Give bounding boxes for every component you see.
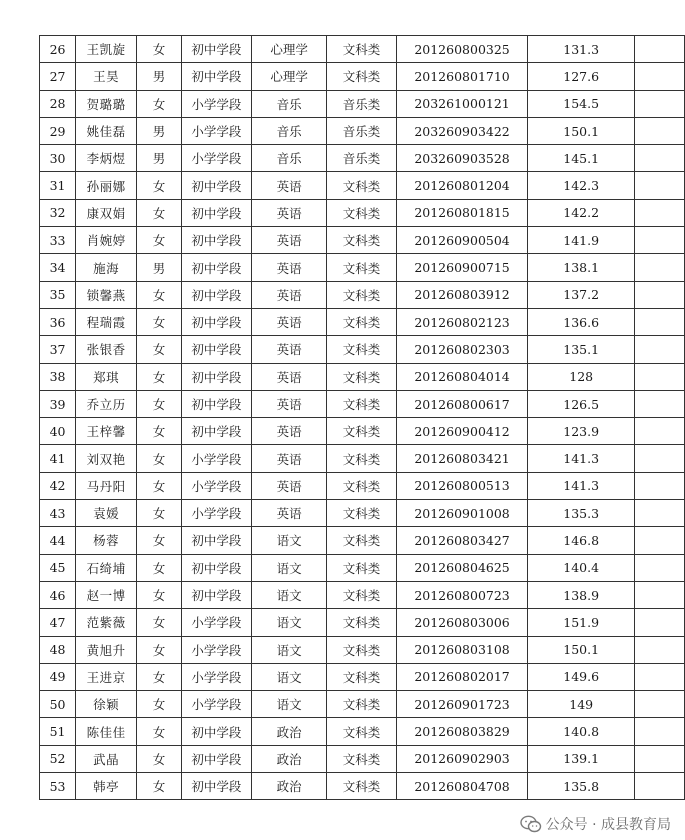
subject-cell: 英语	[251, 500, 326, 527]
remark-cell	[635, 554, 685, 581]
gender-cell: 女	[137, 472, 182, 499]
name-cell: 贺璐璐	[76, 90, 137, 117]
exam-id-cell: 201260900412	[396, 418, 527, 445]
gender-cell: 女	[137, 227, 182, 254]
score-cell: 140.4	[528, 554, 635, 581]
school-stage-cell: 小学学段	[181, 663, 251, 690]
table-row	[40, 718, 685, 745]
category-cell: 文科类	[327, 199, 397, 226]
school-stage-cell: 初中学段	[181, 336, 251, 363]
score-cell: 150.1	[528, 636, 635, 663]
remark-cell	[635, 472, 685, 499]
category-cell: 文科类	[327, 500, 397, 527]
gender-cell: 女	[137, 36, 182, 63]
category-cell: 文科类	[327, 227, 397, 254]
table-row	[40, 172, 685, 199]
category-cell: 文科类	[327, 390, 397, 417]
subject-cell: 英语	[251, 227, 326, 254]
school-stage-cell: 初中学段	[181, 172, 251, 199]
score-cell: 142.3	[528, 172, 635, 199]
remark-cell	[635, 691, 685, 718]
row-number-cell: 43	[40, 500, 76, 527]
score-cell: 137.2	[528, 281, 635, 308]
remark-cell	[635, 500, 685, 527]
table-row	[40, 281, 685, 308]
name-cell: 王进京	[76, 663, 137, 690]
gender-cell: 男	[137, 63, 182, 90]
school-stage-cell: 初中学段	[181, 308, 251, 335]
gender-cell: 男	[137, 117, 182, 144]
exam-id-cell: 201260800513	[396, 472, 527, 499]
gender-cell: 女	[137, 500, 182, 527]
exam-id-cell: 201260804708	[396, 773, 527, 800]
table-row	[40, 145, 685, 172]
score-cell: 126.5	[528, 390, 635, 417]
score-cell: 150.1	[528, 117, 635, 144]
category-cell: 文科类	[327, 254, 397, 281]
subject-cell: 心理学	[251, 36, 326, 63]
category-cell: 文科类	[327, 363, 397, 390]
row-number-cell: 41	[40, 445, 76, 472]
table-row	[40, 308, 685, 335]
school-stage-cell: 初中学段	[181, 527, 251, 554]
gender-cell: 女	[137, 745, 182, 772]
category-cell: 音乐类	[327, 117, 397, 144]
name-cell: 锁馨燕	[76, 281, 137, 308]
row-number-cell: 47	[40, 609, 76, 636]
score-cell: 149.6	[528, 663, 635, 690]
gender-cell: 女	[137, 636, 182, 663]
name-cell: 范紫薇	[76, 609, 137, 636]
exam-id-cell: 203261000121	[396, 90, 527, 117]
exam-id-cell: 201260802123	[396, 308, 527, 335]
exam-id-cell: 201260803006	[396, 609, 527, 636]
remark-cell	[635, 636, 685, 663]
name-cell: 韩亭	[76, 773, 137, 800]
remark-cell	[635, 145, 685, 172]
row-number-cell: 38	[40, 363, 76, 390]
school-stage-cell: 小学学段	[181, 145, 251, 172]
gender-cell: 女	[137, 773, 182, 800]
name-cell: 程瑞霞	[76, 308, 137, 335]
gender-cell: 女	[137, 445, 182, 472]
name-cell: 黄旭升	[76, 636, 137, 663]
table-row	[40, 199, 685, 226]
gender-cell: 女	[137, 527, 182, 554]
table-row	[40, 117, 685, 144]
subject-cell: 英语	[251, 281, 326, 308]
row-number-cell: 33	[40, 227, 76, 254]
remark-cell	[635, 663, 685, 690]
category-cell: 文科类	[327, 609, 397, 636]
score-table	[39, 35, 685, 800]
table-row	[40, 63, 685, 90]
category-cell: 文科类	[327, 445, 397, 472]
exam-id-cell: 201260804014	[396, 363, 527, 390]
row-number-cell: 26	[40, 36, 76, 63]
school-stage-cell: 初中学段	[181, 581, 251, 608]
subject-cell: 语文	[251, 581, 326, 608]
category-cell: 文科类	[327, 172, 397, 199]
score-cell: 139.1	[528, 745, 635, 772]
table-row	[40, 254, 685, 281]
category-cell: 文科类	[327, 336, 397, 363]
name-cell: 徐颖	[76, 691, 137, 718]
row-number-cell: 30	[40, 145, 76, 172]
exam-id-cell: 201260901008	[396, 500, 527, 527]
row-number-cell: 40	[40, 418, 76, 445]
row-number-cell: 36	[40, 308, 76, 335]
name-cell: 王梓馨	[76, 418, 137, 445]
subject-cell: 语文	[251, 636, 326, 663]
remark-cell	[635, 390, 685, 417]
gender-cell: 女	[137, 363, 182, 390]
table-row	[40, 500, 685, 527]
school-stage-cell: 初中学段	[181, 227, 251, 254]
subject-cell: 语文	[251, 527, 326, 554]
table-row	[40, 390, 685, 417]
remark-cell	[635, 745, 685, 772]
subject-cell: 英语	[251, 363, 326, 390]
subject-cell: 政治	[251, 773, 326, 800]
category-cell: 文科类	[327, 691, 397, 718]
gender-cell: 女	[137, 609, 182, 636]
exam-id-cell: 203260903422	[396, 117, 527, 144]
table-row	[40, 554, 685, 581]
name-cell: 施海	[76, 254, 137, 281]
gender-cell: 女	[137, 336, 182, 363]
row-number-cell: 50	[40, 691, 76, 718]
table-row	[40, 636, 685, 663]
subject-cell: 英语	[251, 445, 326, 472]
name-cell: 杨蓉	[76, 527, 137, 554]
exam-id-cell: 201260801204	[396, 172, 527, 199]
row-number-cell: 49	[40, 663, 76, 690]
score-cell: 141.3	[528, 472, 635, 499]
name-cell: 赵一博	[76, 581, 137, 608]
gender-cell: 女	[137, 199, 182, 226]
category-cell: 文科类	[327, 636, 397, 663]
score-cell: 141.3	[528, 445, 635, 472]
category-cell: 文科类	[327, 581, 397, 608]
score-cell: 127.6	[528, 63, 635, 90]
remark-cell	[635, 90, 685, 117]
exam-id-cell: 201260803829	[396, 718, 527, 745]
exam-id-cell: 201260801815	[396, 199, 527, 226]
name-cell: 乔立历	[76, 390, 137, 417]
score-cell: 149	[528, 691, 635, 718]
remark-cell	[635, 308, 685, 335]
remark-cell	[635, 199, 685, 226]
score-cell: 145.1	[528, 145, 635, 172]
exam-id-cell: 201260801710	[396, 63, 527, 90]
school-stage-cell: 初中学段	[181, 281, 251, 308]
category-cell: 文科类	[327, 745, 397, 772]
school-stage-cell: 初中学段	[181, 363, 251, 390]
remark-cell	[635, 117, 685, 144]
school-stage-cell: 初中学段	[181, 63, 251, 90]
gender-cell: 女	[137, 390, 182, 417]
table-row	[40, 745, 685, 772]
subject-cell: 英语	[251, 199, 326, 226]
subject-cell: 语文	[251, 663, 326, 690]
exam-id-cell: 201260901723	[396, 691, 527, 718]
subject-cell: 政治	[251, 718, 326, 745]
score-cell: 138.1	[528, 254, 635, 281]
exam-id-cell: 201260800325	[396, 36, 527, 63]
gender-cell: 女	[137, 581, 182, 608]
subject-cell: 英语	[251, 308, 326, 335]
exam-id-cell: 203260903528	[396, 145, 527, 172]
row-number-cell: 31	[40, 172, 76, 199]
exam-id-cell: 201260803912	[396, 281, 527, 308]
score-cell: 135.8	[528, 773, 635, 800]
name-cell: 姚佳磊	[76, 117, 137, 144]
school-stage-cell: 初中学段	[181, 418, 251, 445]
score-cell: 135.3	[528, 500, 635, 527]
remark-cell	[635, 227, 685, 254]
subject-cell: 英语	[251, 254, 326, 281]
remark-cell	[635, 336, 685, 363]
category-cell: 文科类	[327, 773, 397, 800]
table-row	[40, 336, 685, 363]
score-cell: 151.9	[528, 609, 635, 636]
table-row	[40, 581, 685, 608]
score-cell: 136.6	[528, 308, 635, 335]
name-cell: 刘双艳	[76, 445, 137, 472]
name-cell: 肖婉婷	[76, 227, 137, 254]
subject-cell: 英语	[251, 336, 326, 363]
subject-cell: 语文	[251, 691, 326, 718]
category-cell: 文科类	[327, 472, 397, 499]
name-cell: 马丹阳	[76, 472, 137, 499]
table-row	[40, 663, 685, 690]
subject-cell: 英语	[251, 390, 326, 417]
remark-cell	[635, 363, 685, 390]
row-number-cell: 53	[40, 773, 76, 800]
row-number-cell: 45	[40, 554, 76, 581]
school-stage-cell: 初中学段	[181, 745, 251, 772]
school-stage-cell: 小学学段	[181, 500, 251, 527]
name-cell: 王昊	[76, 63, 137, 90]
table-row	[40, 691, 685, 718]
category-cell: 音乐类	[327, 145, 397, 172]
name-cell: 康双娟	[76, 199, 137, 226]
school-stage-cell: 小学学段	[181, 445, 251, 472]
table-row	[40, 227, 685, 254]
gender-cell: 女	[137, 90, 182, 117]
name-cell: 武晶	[76, 745, 137, 772]
remark-cell	[635, 254, 685, 281]
table-row	[40, 36, 685, 63]
category-cell: 文科类	[327, 527, 397, 554]
table-row	[40, 90, 685, 117]
table-row	[40, 609, 685, 636]
score-cell: 141.9	[528, 227, 635, 254]
score-cell: 140.8	[528, 718, 635, 745]
row-number-cell: 27	[40, 63, 76, 90]
name-cell: 陈佳佳	[76, 718, 137, 745]
name-cell: 郑琪	[76, 363, 137, 390]
exam-id-cell: 201260802303	[396, 336, 527, 363]
subject-cell: 语文	[251, 609, 326, 636]
school-stage-cell: 小学学段	[181, 691, 251, 718]
school-stage-cell: 小学学段	[181, 90, 251, 117]
wechat-icon	[520, 815, 542, 833]
school-stage-cell: 初中学段	[181, 718, 251, 745]
row-number-cell: 39	[40, 390, 76, 417]
row-number-cell: 51	[40, 718, 76, 745]
remark-cell	[635, 773, 685, 800]
school-stage-cell: 小学学段	[181, 636, 251, 663]
score-cell: 128	[528, 363, 635, 390]
table-row	[40, 527, 685, 554]
gender-cell: 女	[137, 691, 182, 718]
row-number-cell: 35	[40, 281, 76, 308]
exam-id-cell: 201260900715	[396, 254, 527, 281]
score-cell: 138.9	[528, 581, 635, 608]
score-cell: 146.8	[528, 527, 635, 554]
subject-cell: 音乐	[251, 117, 326, 144]
table-row	[40, 418, 685, 445]
gender-cell: 女	[137, 663, 182, 690]
row-number-cell: 48	[40, 636, 76, 663]
category-cell: 文科类	[327, 718, 397, 745]
school-stage-cell: 初中学段	[181, 773, 251, 800]
remark-cell	[635, 36, 685, 63]
watermark	[520, 814, 671, 834]
category-cell: 文科类	[327, 663, 397, 690]
score-cell: 142.2	[528, 199, 635, 226]
school-stage-cell: 小学学段	[181, 609, 251, 636]
school-stage-cell: 小学学段	[181, 117, 251, 144]
remark-cell	[635, 63, 685, 90]
subject-cell: 英语	[251, 172, 326, 199]
exam-id-cell: 201260804625	[396, 554, 527, 581]
school-stage-cell: 初中学段	[181, 554, 251, 581]
remark-cell	[635, 581, 685, 608]
gender-cell: 女	[137, 718, 182, 745]
subject-cell: 音乐	[251, 90, 326, 117]
subject-cell: 政治	[251, 745, 326, 772]
school-stage-cell: 小学学段	[181, 472, 251, 499]
table-row	[40, 773, 685, 800]
subject-cell: 音乐	[251, 145, 326, 172]
category-cell: 文科类	[327, 36, 397, 63]
subject-cell: 英语	[251, 472, 326, 499]
gender-cell: 男	[137, 145, 182, 172]
row-number-cell: 29	[40, 117, 76, 144]
table-body	[40, 36, 685, 800]
remark-cell	[635, 172, 685, 199]
name-cell: 石绮埔	[76, 554, 137, 581]
row-number-cell: 52	[40, 745, 76, 772]
remark-cell	[635, 527, 685, 554]
school-stage-cell: 初中学段	[181, 36, 251, 63]
row-number-cell: 32	[40, 199, 76, 226]
row-number-cell: 34	[40, 254, 76, 281]
category-cell: 文科类	[327, 418, 397, 445]
name-cell: 王凯旋	[76, 36, 137, 63]
watermark-text: 公众号 · 成县教育局	[545, 817, 671, 833]
subject-cell: 语文	[251, 554, 326, 581]
row-number-cell: 44	[40, 527, 76, 554]
exam-id-cell: 201260802017	[396, 663, 527, 690]
name-cell: 张银香	[76, 336, 137, 363]
gender-cell: 女	[137, 308, 182, 335]
exam-id-cell: 201260800723	[396, 581, 527, 608]
remark-cell	[635, 445, 685, 472]
gender-cell: 女	[137, 172, 182, 199]
row-number-cell: 28	[40, 90, 76, 117]
category-cell: 文科类	[327, 554, 397, 581]
category-cell: 音乐类	[327, 90, 397, 117]
row-number-cell: 37	[40, 336, 76, 363]
category-cell: 文科类	[327, 63, 397, 90]
gender-cell: 女	[137, 281, 182, 308]
subject-cell: 英语	[251, 418, 326, 445]
exam-id-cell: 201260800617	[396, 390, 527, 417]
school-stage-cell: 初中学段	[181, 199, 251, 226]
school-stage-cell: 初中学段	[181, 390, 251, 417]
subject-cell: 心理学	[251, 63, 326, 90]
table-row	[40, 445, 685, 472]
score-cell: 154.5	[528, 90, 635, 117]
row-number-cell: 46	[40, 581, 76, 608]
exam-id-cell: 201260803427	[396, 527, 527, 554]
name-cell: 袁媛	[76, 500, 137, 527]
gender-cell: 女	[137, 418, 182, 445]
row-number-cell: 42	[40, 472, 76, 499]
school-stage-cell: 初中学段	[181, 254, 251, 281]
score-cell: 123.9	[528, 418, 635, 445]
category-cell: 文科类	[327, 281, 397, 308]
exam-id-cell: 201260803421	[396, 445, 527, 472]
remark-cell	[635, 418, 685, 445]
category-cell: 文科类	[327, 308, 397, 335]
name-cell: 孙丽娜	[76, 172, 137, 199]
remark-cell	[635, 609, 685, 636]
gender-cell: 女	[137, 554, 182, 581]
gender-cell: 男	[137, 254, 182, 281]
exam-id-cell: 201260902903	[396, 745, 527, 772]
exam-id-cell: 201260803108	[396, 636, 527, 663]
remark-cell	[635, 281, 685, 308]
score-cell: 131.3	[528, 36, 635, 63]
score-cell: 135.1	[528, 336, 635, 363]
remark-cell	[635, 718, 685, 745]
table-row	[40, 363, 685, 390]
name-cell: 李炳煜	[76, 145, 137, 172]
exam-id-cell: 201260900504	[396, 227, 527, 254]
table-row	[40, 472, 685, 499]
